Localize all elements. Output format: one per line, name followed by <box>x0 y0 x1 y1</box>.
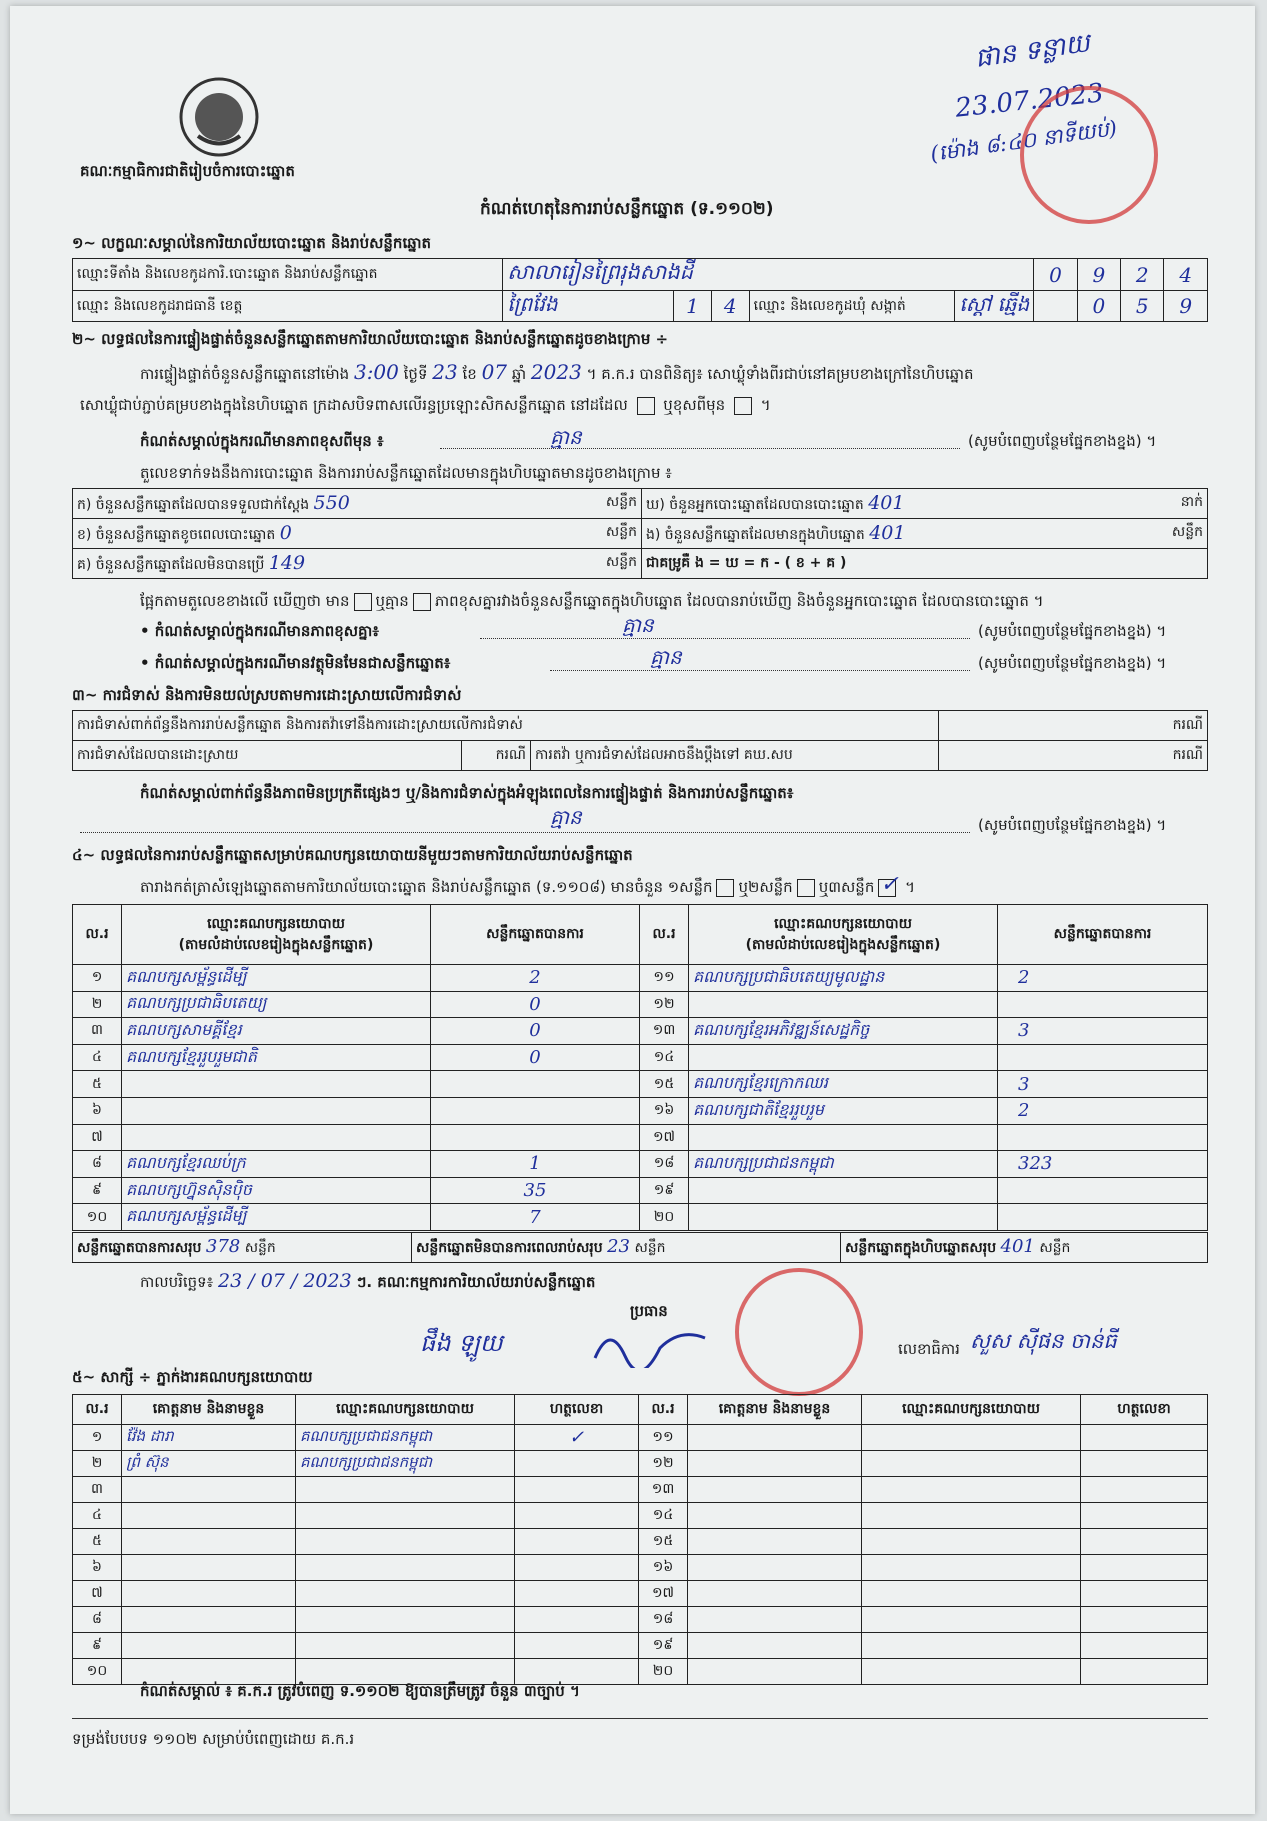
unused-ballots: 149 <box>268 551 306 574</box>
party-name: គណបក្សសម្ព័ន្ធដើម្បី <box>122 965 431 992</box>
witness-party <box>296 1555 515 1581</box>
party-votes: 323 <box>998 1151 1208 1178</box>
province-code: 4 <box>711 291 749 322</box>
party-no: ៩ <box>73 1177 122 1204</box>
no-difference-checkbox[interactable] <box>413 593 431 611</box>
witness-row <box>73 1529 1208 1555</box>
witness-no: ១៨ <box>639 1607 688 1633</box>
witness-name <box>122 1555 296 1581</box>
party-name: គណបក្សជាតិខ្មែររួបរួម <box>689 1097 998 1124</box>
note3-label: • កំណត់សម្គាល់ក្នុងករណីមានវត្ថុមិនមែនជាសន្លឹកឆ្នោត៖ <box>140 654 451 672</box>
commune-label: ឈ្មោះ និងលេខកូដឃុំ សង្កាត់ <box>749 291 955 322</box>
witness-signature <box>515 1555 639 1581</box>
witness-no: ១ <box>73 1425 122 1451</box>
party-name <box>122 1097 431 1124</box>
witness-signature <box>515 1581 639 1607</box>
ballot-count-table: ក) ចំនួនសន្លឹកឆ្នោតដែលបានទទួលជាក់ស្ដែង 550 សន្លឹក ឃ) ចំនួនអ្នកបោះឆ្នោតដែលបានបោះឆ្នោត 401 នាក់ ខ) ចំនួនសន្លឹកឆ្នោតខូចពេលបោះឆ្នោត 0 សន្លឹក ង) ចំនួនសន្លឹកឆ្នោតដែលមានក្នុងហិបឆ្នោត 401 សន្លឹក គ) ចំនួនសន្លឹកឆ្នោតដែលមិនបានប្រើ 149 សន្លឹក ជាគម្រូគឺ ង = ឃ = ក - ( ខ + គ ) <box>72 488 1208 579</box>
witness-name <box>688 1581 862 1607</box>
results-table: ល.រ ឈ្មោះគណបក្សនយោបាយ (តាមលំដាប់លេខរៀងក្នុងសន្លឹកឆ្នោត) សន្លឹកឆ្នោតបានការ ល.រ ឈ្មោះគណបក្សនយោបាយ (តាមលំដាប់លេខរៀងក្នុងសន្លឹកឆ្នោត) សន្លឹកឆ្នោតបានការ ១ គណបក្សសម្ព័ន្ធដើម្បី 2 ១១ គណបក្សប្រជាធិបតេយ្យមូលដ្ឋាន 2 ២ គណបក្សប្រជាធិបតេយ្យ 0 ១២ ៣ គណបក្សសាមគ្គីខ្មែរ 0 ១៣ គណបក្សខ្មែរអភិវឌ្ឍន៍សេដ្ឋកិច្ច 3 ៤ គណបក្សខ្មែររួបរួមជាតិ 0 ១៤ ៥ ១៥ គណបក្សខ្មែរក្រោកឈរ 3 ៦ ១៦ គណបក្សជាតិខ្មែររួបរួម 2 ៧ ១៧ ៨ គណបក្សខ្មែរឈប់ក្រ 1 ១៨ គណបក្សប្រជាជនកម្ពុជា 323 ៩ គណបក្សហ្វ៊ុនស៊ិនប៉ិច 35 ១៩ ១០ គណបក្សសម្ព័ន្ធដើម្បី 7 ២០ <box>72 904 1208 1231</box>
appeal-label: ការតវ៉ា ឬការជំទាស់ដែលអាចនឹងប្ដឹងទៅ គឃ.សប <box>531 741 939 771</box>
witness-name <box>688 1451 862 1477</box>
witness-name <box>688 1607 862 1633</box>
commune-value: ស្ដៅ ឆ្មើង <box>955 291 1034 322</box>
witness-name <box>122 1659 296 1685</box>
result-row <box>73 1044 1208 1071</box>
party-no: ៤ <box>73 1044 122 1071</box>
emblem-logo <box>178 76 260 158</box>
fill-hint: (សូមបំពេញបន្ថែមផ្នែកខាងខ្នង) ។ <box>968 432 1157 450</box>
witness-no: ៩ <box>73 1633 122 1659</box>
form-sheet: គណៈកម្មាធិការជាតិរៀបចំការបោះឆ្នោត កំណត់ហេតុនៃការរាប់សន្លឹកឆ្នោត (ទ.១១០២) ផាន ទន្លាយ 23.07.2023 (ម៉ោង ៨:៤០ នាទីយប់) ១~ លក្ខណៈសម្គាល់នៃការិយាល័យបោះឆ្នោត និងរាប់សន្លឹកឆ្នោត ឈ្មោះទីតាំង និងលេខកូដការិ.បោះឆ្នោត និងរាប់សន្លឹកឆ្នោត សាលារៀនព្រៃរុងសាងដី 0 9 2 4 ឈ្មោះ និងលេខកូដរាជធានី ខេត្ត ព្រៃវែង 1 4 ឈ្មោះ និងលេខកូដឃុំ សង្កាត់ ស្ដៅ ឆ្មើង 0 5 9 ២~ លទ្ធផលនៃការផ្ទៀងផ្ទាត់ចំនួនសន្លឹកឆ្នោតតាមការិយាល័យបោះឆ្នោត និងរាប់សន្លឹកឆ្នោតដូចខាងក្រោម ÷ ការផ្ទៀងផ្ទាត់ចំនួនសន្លឹកឆ្នោតនៅម៉ោង 3:00 ថ្ងៃទី 23 ខែ 07 ឆ្នាំ 2023 ។ គ.ក.រ បានពិនិត្យ៖ សោឃ្លុំទាំងពីរជាប់នៅគម្របខាងក្រៅនៃហិបឆ្នោត សោឃ្លុំជាប់ភ្ជាប់គម្របខាងក្នុងនៃហិបឆ្នោត ក្រដាសបិទពាសលើរន្ធប្រឡោះសិកសន្លឹកឆ្នោត នៅដដែល ឬខុសពីមុន ។ កំណត់សម្គាល់ក្នុងករណីមានភាពខុសពីមុន ៖ គ្មាន (សូមបំពេញបន្ថែមផ្នែកខាងខ្នង) ។ តួលេខទាក់ទងនឹងការបោះឆ្នោត និងការរាប់សន្លឹកឆ្នោតដែលមានក្នុងហិបឆ្នោតមានដូចខាងក្រោម ៖ ក) ចំនួនសន្លឹកឆ្នោតដែលបានទទួលជាក់ស្ដែង 550 សន្លឹក ឃ) ចំនួនអ្នកបោះឆ្នោតដែលបានបោះឆ្នោត 401 នាក់ ខ) ចំនួនសន្លឹកឆ្នោតខូចពេលបោះឆ្នោត 0 សន្លឹក ង) ចំនួនសន្លឹកឆ្នោតដែលមានក្នុងហិបឆ្នោត 401 សន្លឹក គ) ចំនួនសន្លឹកឆ្នោតដែលមិនបានប្រើ 149 សន្លឹក ជាគម្រូគឺ ង = ឃ = ក - ( ខ + គ ) ផ្អែកតាមតួលេខខាងលើ ឃើញថា មាន ឬគ្មាន ភាពខុសគ្នារវាងចំនួនសន្លឹកឆ្នោតក្នុងហិបឆ្នោត ដែលបានរាប់ឃើញ និងចំនួនអ្នកបោះឆ្នោត ដែលបានបោះឆ្នោត ។ • កំណត់សម្គាល់ក្នុងករណីមានភាពខុសគ្នា៖ គ្មាន (សូមបំពេញបន្ថែមផ្នែកខាងខ្នង) ។ • កំណត់សម្គាល់ក្នុងករណីមានវត្ថុមិនមែនជាសន្លឹកឆ្នោត៖ គ្មាន (សូមបំពេញបន្ថែមផ្នែកខាងខ្នង) ។ ៣~ ការជំទាស់ និងការមិនយល់ស្របតាមការដោះស្រាយលើការជំទាស់ ការជំទាស់ពាក់ព័ន្ធនឹងការរាប់សន្លឹកឆ្នោត និងការតវ៉ាទៅនឹងការដោះស្រាយលើការជំទាស់ ករណី ការជំទាស់ដែលបានដោះស្រាយ ករណី ការតវ៉ា ឬការជំទាស់ដែលអាចនឹងប្ដឹងទៅ គឃ.សប ករណី កំណត់សម្គាល់ពាក់ព័ន្ធនឹងភាពមិនប្រក្រតីផ្សេងៗ ឬ/និងការជំទាស់ក្នុងអំឡុងពេលនៃការផ្ទៀងផ្ទាត់ និងការរាប់សន្លឹកឆ្នោត៖ គ្មាន (សូមបំពេញបន្ថែមផ្នែកខាងខ្នង) ។ ៤~ លទ្ធផលនៃការរាប់សន្លឹកឆ្នោតសម្រាប់គណបក្សនយោបាយនីមួយៗតាមការិយាល័យរាប់សន្លឹកឆ្នោត តារាងកត់ត្រាសំឡេងឆ្នោតតាមការិយាល័យបោះឆ្នោត និងរាប់សន្លឹកឆ្នោត (ទ.១១០៨) មានចំនួន ១សន្លឹក ឬ២សន្លឹក ឬ៣សន្លឹក ✓ ។ ល.រ ឈ្មោះគណបក្សនយោបាយ (តាមលំដាប់លេខរៀងក្នុងសន្លឹកឆ្នោត) សន្លឹកឆ្នោតបានការ ល.រ ឈ្មោះគណបក្សនយោបាយ (តាមលំដាប់លេខរៀងក្នុងសន្លឹកឆ្នោត) សន្លឹកឆ្នោតបានការ ១ គណបក្សសម្ព័ន្ធដើម្បី 2 ១១ គណបក្សប្រជាធិបតេយ្យមូលដ្ឋាន 2 ២ គណបក្សប្រជាធិបតេយ្យ 0 ១២ ៣ គណបក្សសាមគ្គីខ្មែរ 0 ១៣ គណបក្សខ្មែរអភិវឌ្ឍន៍សេដ្ឋកិច្ច 3 ៤ គណបក្សខ្មែររួបរួមជាតិ 0 ១៤ ៥ ១៥ គណបក្សខ្មែរក្រោកឈរ 3 ៦ ១៦ គណបក្សជាតិខ្មែររួបរួម 2 ៧ ១៧ ៨ គណបក្សខ្មែរឈប់ក្រ 1 ១៨ គណបក្សប្រជាជនកម្ពុជា 323 ៩ គណបក្សហ្វ៊ុនស៊ិនប៉ិច 35 ១៩ ១០ គណបក្សសម្ព័ន្ធដើម្បី 7 ២០ សន្លឹកឆ្នោតបានការសរុប 378 សន្លឹក សន្លឹកឆ្នោតមិនបានការពេលរាប់សរុប 23 សន្លឹក សន្លឹកឆ្នោតក្នុងហិបឆ្នោតសរុប 401 សន្លឹក កាលបរិច្ឆេទ៖ 23 / 07 / 2023 ៗ. គណៈកម្មការការិយាល័យរាប់សន្លឹកឆ្នោត ប្រធាន ផឹង ឡូយ លេខាធិការ សួស ស៊ីផន ចាន់ធី ៥~ សាក្សី ÷ ភ្នាក់ងារគណបក្សនយោបាយ ល.រ គោត្តនាម និងនាមខ្លួន ឈ្មោះគណបក្សនយោបាយ ហត្ថលេខា ល.រ គោត្តនាម និងនាមខ្លួន ឈ្មោះគណបក្សនយោបាយ ហត្ថលេខា ១ វ៉ែង ដារា គណបក្សប្រជាជនកម្ពុជា ✓ ១១ ២ ព្រំ ស៊ុន គណបក្សប្រជាជនកម្ពុជា ១២ ៣ ១៣ ៤ ១៤ ៥ ១៥ ៦ ១៦ ៧ ១៧ ៨ ១៨ ៩ ១៩ ១០ ២០ កំណត់សម្គាល់ ៖ គ.ក.រ ត្រូវបំពេញ ទ.១១០២ ឱ្យបានត្រឹមត្រូវ ចំនួន ៣ច្បាប់ ។ ទម្រង់បែបបទ ១១០២ សម្រាប់បំពេញដោយ គ.ក.រ <box>10 6 1255 1814</box>
witness-signature <box>515 1607 639 1633</box>
party-votes: 1 <box>431 1151 640 1178</box>
witness-signature <box>515 1659 639 1685</box>
section5-title: ៥~ សាក្សី ÷ ភ្នាក់ងារគណបក្សនយោបាយ <box>72 1368 313 1386</box>
witness-party <box>296 1633 515 1659</box>
party-no: ១៦ <box>640 1097 689 1124</box>
party-votes: 3 <box>998 1071 1208 1098</box>
verification-line: ការផ្ទៀងផ្ទាត់ចំនួនសន្លឹកឆ្នោតនៅម៉ោង 3:00 ថ្ងៃទី 23 ខែ 07 ឆ្នាំ 2023 ។ គ.ក.រ បានពិនិត្យ៖ សោឃ្លុំទាំងពីរជាប់នៅគម្របខាងក្រៅនៃហិបឆ្នោត <box>140 360 974 384</box>
formula: ជាគម្រូគឺ ង = ឃ = ក - ( ខ + គ ) <box>642 549 1208 579</box>
witness-row <box>73 1659 1208 1685</box>
section4-title: ៤~ លទ្ធផលនៃការរាប់សន្លឹកឆ្នោតសម្រាប់គណបក្សនយោបាយនីមួយៗតាមការិយាល័យរាប់សន្លឹកឆ្នោត <box>72 846 633 864</box>
result-row <box>73 1124 1208 1151</box>
witness-signature <box>1081 1503 1208 1529</box>
total-in-box: 401 <box>1000 1236 1035 1257</box>
location-value: សាលារៀនព្រៃរុងសាងដី <box>503 259 1034 291</box>
witness-row <box>73 1581 1208 1607</box>
witness-party <box>862 1503 1081 1529</box>
party-votes: 3 <box>998 1018 1208 1045</box>
note2-value: គ្មាន <box>622 613 654 637</box>
objection-table: ការជំទាស់ពាក់ព័ន្ធនឹងការរាប់សន្លឹកឆ្នោត និងការតវ៉ាទៅនឹងការដោះស្រាយលើការជំទាស់ ករណី ការជំទាស់ដែលបានដោះស្រាយ ករណី ការតវ៉ា ឬការជំទាស់ដែលអាចនឹងប្ដឹងទៅ គឃ.សប ករណី <box>72 710 1208 771</box>
witness-no: ៦ <box>73 1555 122 1581</box>
top-date: 23.07.2023 <box>953 78 1106 124</box>
party-votes <box>998 1124 1208 1151</box>
witness-party <box>296 1581 515 1607</box>
date-value: 23 / 07 / 2023 <box>218 1270 352 1292</box>
one-sheet-checkbox[interactable] <box>716 879 734 897</box>
witness-name <box>122 1503 296 1529</box>
objection-row1-label: ការជំទាស់ពាក់ព័ន្ធនឹងការរាប់សន្លឹកឆ្នោត និងការតវ៉ាទៅនឹងការដោះស្រាយលើការជំទាស់ <box>73 711 939 741</box>
party-votes: 2 <box>431 965 640 992</box>
section2-intro: តួលេខទាក់ទងនឹងការបោះឆ្នោត និងការរាប់សន្លឹកឆ្នោតដែលមានក្នុងហិបឆ្នោតមានដូចខាងក្រោម ៖ <box>140 464 672 482</box>
party-votes <box>431 1124 640 1151</box>
witness-party <box>862 1659 1081 1685</box>
witness-signature <box>515 1529 639 1555</box>
witness-name: ព្រំ ស៊ុន <box>122 1451 296 1477</box>
witness-party <box>862 1451 1081 1477</box>
witness-signature <box>1081 1425 1208 1451</box>
has-difference-checkbox[interactable] <box>354 593 372 611</box>
section4-intro: តារាងកត់ត្រាសំឡេងឆ្នោតតាមការិយាល័យបោះឆ្នោត និងរាប់សន្លឹកឆ្នោត (ទ.១១០៨) មានចំនួន ១សន្លឹក ឬ២សន្លឹក ឬ៣សន្លឹក ✓ ។ <box>140 871 916 897</box>
witness-signature <box>515 1503 639 1529</box>
party-votes <box>431 1071 640 1098</box>
section3-note-label: កំណត់សម្គាល់ពាក់ព័ន្ធនឹងភាពមិនប្រក្រតីផ្សេងៗ ឬ/និងការជំទាស់ក្នុងអំឡុងពេលនៃការផ្ទៀងផ្ទាត់ និងការរាប់សន្លឹកឆ្នោត៖ <box>140 784 794 802</box>
ballots-in-box: 401 <box>869 521 906 544</box>
total-invalid: 23 <box>607 1236 630 1257</box>
section1-table <box>72 258 1208 322</box>
location-digit: 9 <box>1077 259 1120 291</box>
different-checkbox[interactable] <box>734 397 752 415</box>
witness-name <box>122 1477 296 1503</box>
verify-year: 2023 <box>530 360 582 384</box>
witness-no: ២០ <box>639 1659 688 1685</box>
results-totals: សន្លឹកឆ្នោតបានការសរុប 378 សន្លឹក សន្លឹកឆ្នោតមិនបានការពេលរាប់សរុប 23 សន្លឹក សន្លឹកឆ្នោតក្នុងហិបឆ្នោតសរុប 401 សន្លឹក <box>72 1232 1208 1263</box>
party-votes <box>998 1177 1208 1204</box>
location-digit: 2 <box>1121 259 1164 291</box>
party-votes: 0 <box>431 991 640 1018</box>
party-no: ៦ <box>73 1097 122 1124</box>
witness-no: ៤ <box>73 1503 122 1529</box>
witness-no: ៨ <box>73 1607 122 1633</box>
party-no: ១៣ <box>640 1018 689 1045</box>
witness-party <box>862 1633 1081 1659</box>
witness-name <box>688 1659 862 1685</box>
witness-party: គណបក្សប្រជាជនកម្ពុជា <box>296 1451 515 1477</box>
verify-time: 3:00 <box>353 360 399 384</box>
three-sheet-checkbox[interactable]: ✓ <box>880 871 899 897</box>
witness-no: ១៩ <box>639 1633 688 1659</box>
witness-party <box>862 1529 1081 1555</box>
party-name <box>689 991 998 1018</box>
result-row <box>73 1018 1208 1045</box>
witness-party <box>296 1607 515 1633</box>
official-stamp-top <box>1020 86 1158 224</box>
date-line: កាលបរិច្ឆេទ៖ 23 / 07 / 2023 ៗ. គណៈកម្មការការិយាល័យរាប់សន្លឹកឆ្នោត <box>140 1270 596 1292</box>
party-name <box>122 1124 431 1151</box>
party-no: ១ <box>73 965 122 992</box>
party-name: គណបក្សប្រជាជនកម្ពុជា <box>689 1151 998 1178</box>
result-row <box>73 1151 1208 1178</box>
party-no: ៧ <box>73 1124 122 1151</box>
witness-no: ៥ <box>73 1529 122 1555</box>
witness-signature <box>1081 1581 1208 1607</box>
party-votes: 35 <box>431 1177 640 1204</box>
witness-party <box>862 1555 1081 1581</box>
witness-row <box>73 1633 1208 1659</box>
witness-party <box>296 1659 515 1685</box>
chair-label: ប្រធាន <box>630 1302 668 1320</box>
form-footer: ទម្រង់បែបបទ ១១០២ សម្រាប់បំពេញដោយ គ.ក.រ <box>72 1730 355 1748</box>
location-digit: 0 <box>1034 259 1077 291</box>
party-no: ១១ <box>640 965 689 992</box>
party-name <box>689 1177 998 1204</box>
result-row <box>73 991 1208 1018</box>
witness-signature <box>1081 1659 1208 1685</box>
party-no: ៨ <box>73 1151 122 1178</box>
party-no: ២ <box>73 991 122 1018</box>
commune-digit: 9 <box>1164 291 1208 322</box>
official-stamp-bottom <box>735 1268 863 1396</box>
witness-signature: ✓ <box>515 1425 639 1451</box>
witness-row <box>73 1451 1208 1477</box>
witness-no: ១៧ <box>639 1581 688 1607</box>
witness-row <box>73 1503 1208 1529</box>
witness-signature <box>515 1633 639 1659</box>
witness-name <box>122 1607 296 1633</box>
witness-party <box>862 1581 1081 1607</box>
spoiled-ballots: 0 <box>279 521 292 544</box>
witness-signature <box>515 1477 639 1503</box>
total-valid: 378 <box>205 1236 241 1257</box>
party-no: ១៩ <box>640 1177 689 1204</box>
party-name <box>689 1204 998 1231</box>
witness-no: ១៥ <box>639 1529 688 1555</box>
party-no: ៥ <box>73 1071 122 1098</box>
chair-name: ផឹង ឡូយ <box>420 1329 503 1357</box>
same-checkbox[interactable] <box>637 397 655 415</box>
party-name: គណបក្សសាមគ្គីខ្មែរ <box>122 1018 431 1045</box>
top-sub: (ម៉ោង ៨:៤០ នាទីយប់) <box>928 116 1119 166</box>
witness-no: ២ <box>73 1451 122 1477</box>
province-label: ឈ្មោះ និងលេខកូដរាជធានី ខេត្ត <box>73 291 503 322</box>
witness-party <box>862 1477 1081 1503</box>
result-row <box>73 1097 1208 1124</box>
witness-signature <box>515 1451 639 1477</box>
commune-digit: 5 <box>1121 291 1164 322</box>
party-name <box>122 1071 431 1098</box>
witness-name <box>688 1529 862 1555</box>
party-name: គណបក្សខ្មែរអភិវឌ្ឍន៍សេដ្ឋកិច្ច <box>689 1018 998 1045</box>
witness-party <box>296 1529 515 1555</box>
witness-name <box>688 1503 862 1529</box>
witness-no: ៣ <box>73 1477 122 1503</box>
party-no: ២០ <box>640 1204 689 1231</box>
result-row <box>73 1177 1208 1204</box>
org-name: គណៈកម្មាធិការជាតិរៀបចំការបោះឆ្នោត <box>80 162 295 180</box>
witness-row <box>73 1477 1208 1503</box>
witness-no: ១៦ <box>639 1555 688 1581</box>
witness-no: ១៣ <box>639 1477 688 1503</box>
top-note: ផាន ទន្លាយ <box>973 28 1092 74</box>
witness-name <box>122 1581 296 1607</box>
party-votes <box>998 991 1208 1018</box>
result-row <box>73 1204 1208 1231</box>
seal-check-line: សោឃ្លុំជាប់ភ្ជាប់គម្របខាងក្នុងនៃហិបឆ្នោត ក្រដាសបិទពាសលើរន្ធប្រឡោះសិកសន្លឹកឆ្នោត នៅដដែល ឬខុសពីមុន ។ <box>80 396 771 414</box>
witness-name <box>688 1477 862 1503</box>
witness-name: វ៉ែង ដារា <box>122 1425 296 1451</box>
witness-name <box>688 1425 862 1451</box>
province-code: 1 <box>674 291 712 322</box>
result-row <box>73 1071 1208 1098</box>
witness-row <box>73 1555 1208 1581</box>
witness-no: ១០ <box>73 1659 122 1685</box>
party-no: ១២ <box>640 991 689 1018</box>
party-no: ១០ <box>73 1204 122 1231</box>
witness-signature <box>1081 1607 1208 1633</box>
witness-signature <box>1081 1555 1208 1581</box>
party-votes <box>998 1204 1208 1231</box>
witness-no: ១៤ <box>639 1503 688 1529</box>
received-ballots: 550 <box>313 491 350 514</box>
party-votes: 2 <box>998 965 1208 992</box>
witness-party <box>296 1503 515 1529</box>
section3-note-value: គ្មាន <box>550 805 582 829</box>
witness-signature <box>1081 1477 1208 1503</box>
party-no: ៣ <box>73 1018 122 1045</box>
section1-title: ១~ លក្ខណៈសម្គាល់នៃការិយាល័យបោះឆ្នោត និងរាប់សន្លឹកឆ្នោត <box>72 234 432 252</box>
note1-value: គ្មាន <box>550 425 582 449</box>
note3-value: គ្មាន <box>650 645 682 669</box>
witness-signature <box>1081 1451 1208 1477</box>
party-name: គណបក្សប្រជាធិបតេយ្យមូលដ្ឋាន <box>689 965 998 992</box>
party-votes: 0 <box>431 1044 640 1071</box>
witness-party: គណបក្សប្រជាជនកម្ពុជា <box>296 1425 515 1451</box>
note1-label: កំណត់សម្គាល់ក្នុងករណីមានភាពខុសពីមុន ៖ <box>140 432 384 450</box>
note2-label: • កំណត់សម្គាល់ក្នុងករណីមានភាពខុសគ្នា៖ <box>140 622 379 640</box>
party-votes: 0 <box>431 1018 640 1045</box>
form-title: កំណត់ហេតុនៃការរាប់សន្លឹកឆ្នោត (ទ.១១០២) <box>480 199 774 219</box>
party-votes: 7 <box>431 1204 640 1231</box>
witness-no: ៧ <box>73 1581 122 1607</box>
location-digit: 4 <box>1164 259 1208 291</box>
witness-name <box>688 1555 862 1581</box>
commune-digit: 0 <box>1077 291 1120 322</box>
witness-no: ១២ <box>639 1451 688 1477</box>
party-no: ១៧ <box>640 1124 689 1151</box>
witness-party <box>862 1607 1081 1633</box>
witness-signature <box>1081 1529 1208 1555</box>
party-name <box>689 1124 998 1151</box>
voters-count: 401 <box>868 491 905 514</box>
witness-party <box>296 1477 515 1503</box>
location-label: ឈ្មោះទីតាំង និងលេខកូដការិ.បោះឆ្នោត និងរាប់សន្លឹកឆ្នោត <box>73 259 503 291</box>
witness-row <box>73 1607 1208 1633</box>
party-name <box>689 1044 998 1071</box>
party-name: គណបក្សខ្មែរក្រោកឈរ <box>689 1071 998 1098</box>
party-name: គណបក្សសម្ព័ន្ធដើម្បី <box>122 1204 431 1231</box>
party-votes <box>998 1044 1208 1071</box>
result-row <box>73 965 1208 992</box>
section2-title: ២~ លទ្ធផលនៃការផ្ទៀងផ្ទាត់ចំនួនសន្លឹកឆ្នោតតាមការិយាល័យបោះឆ្នោត និងរាប់សន្លឹកឆ្នោតដូចខាងក្រោម ÷ <box>72 330 669 348</box>
two-sheet-checkbox[interactable] <box>797 879 815 897</box>
section3-title: ៣~ ការជំទាស់ និងការមិនយល់ស្របតាមការដោះស្រាយលើការជំទាស់ <box>72 686 462 704</box>
resolved-label: ការជំទាស់ដែលបានដោះស្រាយ <box>73 741 462 771</box>
party-votes: 2 <box>998 1097 1208 1124</box>
party-no: ១៤ <box>640 1044 689 1071</box>
witness-name <box>688 1633 862 1659</box>
secretary-label: លេខាធិការ <box>898 1340 960 1358</box>
witness-table: ល.រ គោត្តនាម និងនាមខ្លួន ឈ្មោះគណបក្សនយោបាយ ហត្ថលេខា ល.រ គោត្តនាម និងនាមខ្លួន ឈ្មោះគណបក្សនយោបាយ ហត្ថលេខា ១ វ៉ែង ដារា គណបក្សប្រជាជនកម្ពុជា ✓ ១១ ២ ព្រំ ស៊ុន គណបក្សប្រជាជនកម្ពុជា ១២ ៣ ១៣ ៤ ១៤ ៥ ១៥ ៦ ១៦ ៧ ១៧ ៨ ១៨ ៩ ១៩ ១០ ២០ <box>72 1394 1208 1685</box>
party-name: គណបក្សប្រជាធិបតេយ្យ <box>122 991 431 1018</box>
witness-signature <box>1081 1633 1208 1659</box>
party-no: ១៥ <box>640 1071 689 1098</box>
party-name: គណបក្សហ្វ៊ុនស៊ិនប៉ិច <box>122 1177 431 1204</box>
witness-name <box>122 1633 296 1659</box>
party-votes <box>431 1097 640 1124</box>
party-no: ១៨ <box>640 1151 689 1178</box>
secretary-name: សួស ស៊ីផន ចាន់ធី <box>970 1329 1117 1353</box>
province-value: ព្រៃវែង <box>503 291 674 322</box>
party-name: គណបក្សខ្មែរឈប់ក្រ <box>122 1151 431 1178</box>
chair-signature <box>590 1318 710 1372</box>
footnote: កំណត់សម្គាល់ ៖ គ.ក.រ ត្រូវបំពេញ ទ.១១០២ ឱ្យបានត្រឹមត្រូវ ចំនួន ៣ច្បាប់ ។ <box>140 1682 580 1700</box>
witness-no: ១១ <box>639 1425 688 1451</box>
verify-day: 23 <box>432 360 458 384</box>
witness-row <box>73 1425 1208 1451</box>
party-name: គណបក្សខ្មែររួបរួមជាតិ <box>122 1044 431 1071</box>
witness-name <box>122 1529 296 1555</box>
verify-month: 07 <box>481 360 508 384</box>
witness-party <box>862 1425 1081 1451</box>
difference-line: ផ្អែកតាមតួលេខខាងលើ ឃើញថា មាន ឬគ្មាន ភាពខុសគ្នារវាងចំនួនសន្លឹកឆ្នោតក្នុងហិបឆ្នោត ដែលបានរាប់ឃើញ និងចំនួនអ្នកបោះឆ្នោត ដែលបានបោះឆ្នោត ។ <box>140 592 1044 610</box>
